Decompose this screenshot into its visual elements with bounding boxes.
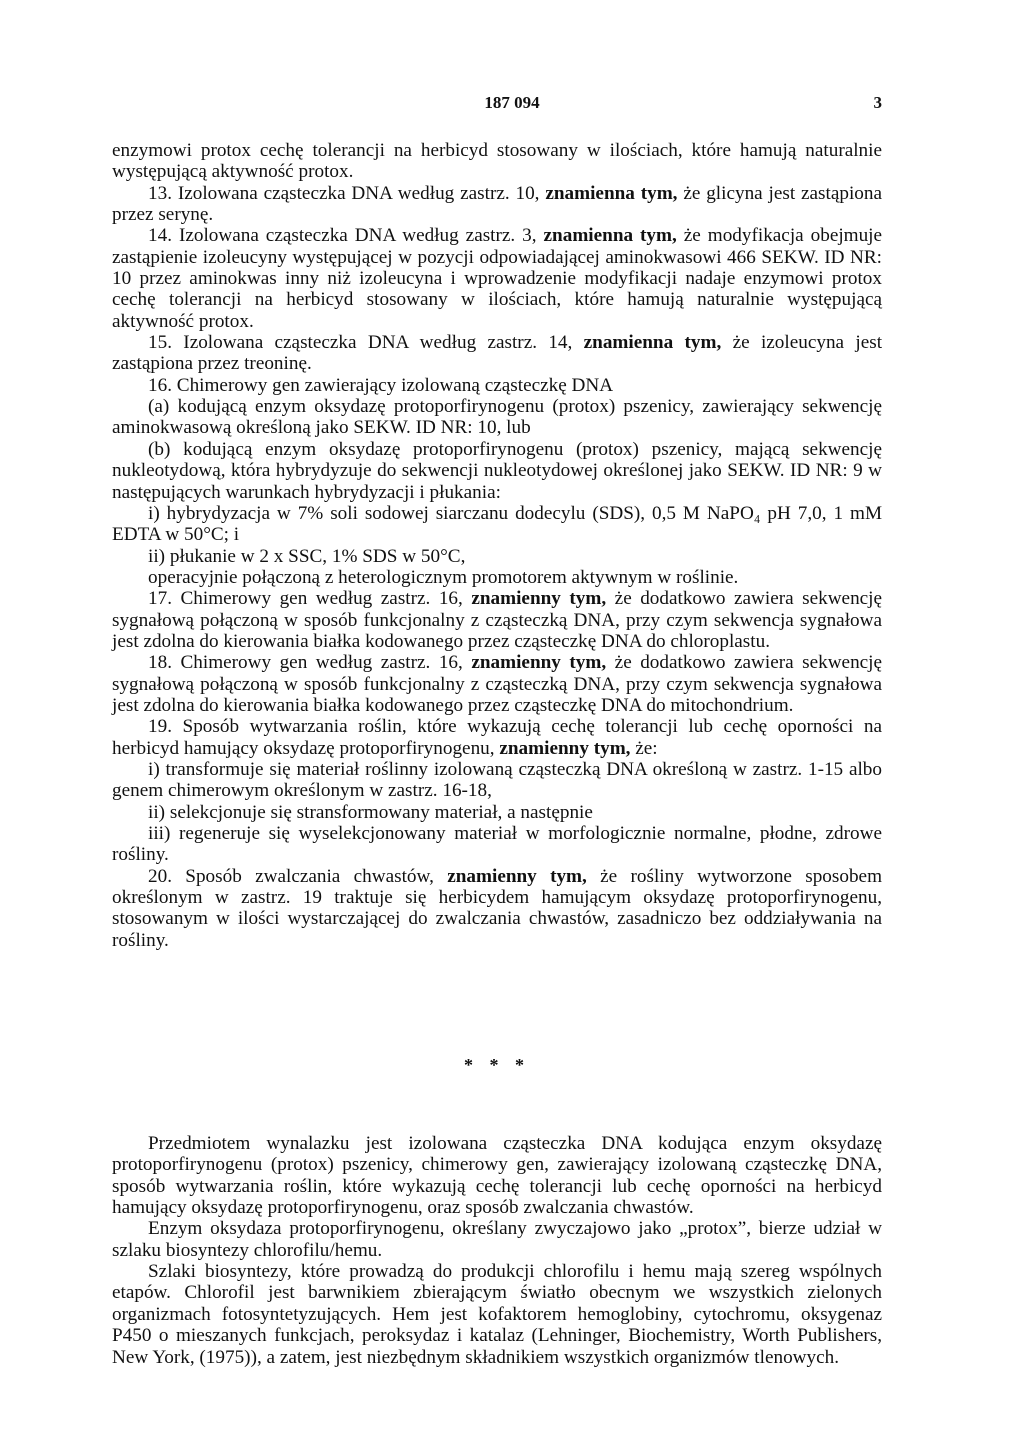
- claim-14: 14. Izolowana cząsteczka DNA według zastrz. 3, znamienna tym, że modyfikacja obejmuje zastąpienie izoleucyny występującej w pozycji odpowiadającej aminokwasowi 466 SEKW. ID NR: 10 przez aminokwas inny niż izoleucyna i wprowadzenie modyfikacji nadaje enzymowi protox cechę tolerancji na herbicyd stosowany w ilościach, które hamują naturalnie występującą aktywność protox.: [112, 225, 883, 332]
- claim-19-keyword: znamienny tym,: [499, 737, 631, 759]
- claim-20-keyword: znamienny tym,: [447, 865, 587, 887]
- claim-15-keyword: znamienna tym,: [583, 332, 722, 354]
- claim-16-option-b: (b) kodującą enzym oksydazę protoporfirynogenu (protox) pszenicy, mającą sekwencję nukleotydową, która hybrydyzuje do sekwencji nukleotydowej określonej jako SEKW. ID NR: 9 w następujących warunkach hybrydyzacji i płukania:: [112, 438, 882, 503]
- body-text: [112, 140, 882, 1368]
- claim-19-step-i: i) transformuje się materiał roślinny izolowaną cząsteczką DNA określoną w zastrz. 1-15 albo genem chimerowym określonym w zastrz. 16-18,: [112, 758, 882, 802]
- page-number: 3: [873, 93, 882, 112]
- claim-19-step-ii: ii) selekcjonuje się stransformowany materiał, a następnie: [148, 801, 593, 823]
- description-paragraph: Przedmiotem wynalazku jest izolowana cząsteczka DNA kodująca enzym oksydazę protoporfirynogenu (protox) pszenicy, chimerowy gen, zawierający izolowaną cząsteczkę DNA, sposób wytwarzania roślin, które wykazują cechę tolerancji lub cechę oporności na herbicyd hamujący oksydazę protoporfirynogenu, oraz sposób zwalczania chwastów.: [112, 1133, 882, 1219]
- claim-16-option-a: (a) kodującą enzym oksydazę protoporfirynogenu (protox) pszenicy, zawierający sekwencję aminokwasową określoną jako SEKW. ID NR: 10, lub: [112, 396, 882, 439]
- claims-section: [112, 140, 882, 951]
- claim-16-condition-ii: ii) płukanie w 2 x SSC, 1% SDS w 50°C,: [148, 545, 466, 567]
- claim-19-step-iii: iii) regeneruje się wyselekcjonowany materiał w morfologicznie normalne, płodne, zdrowe rośliny.: [112, 823, 882, 866]
- claim-19: 19. Sposób wytwarzania roślin, które wykazują cechę tolerancji lub cechę oporności na herbicyd hamujący oksydazę protoporfirynogenu, znamienny tym, że:: [112, 716, 882, 759]
- claim-20: 20. Sposób zwalczania chwastów, znamienny tym, że rośliny wytworzone sposobem określonym w zastrz. 19 traktuje się herbicydem hamującym oksydazę protoporfirynogenu, stosowanym w ilości wystarczającej do zwalczania chwastów, zasadniczo bez oddziaływania na rośliny.: [112, 865, 882, 951]
- description-paragraph: Szlaki biosyntezy, które prowadzą do produkcji chlorofilu i hemu mają szereg wspólnych etapów. Chlorofil jest barwnikiem zbierającym światło obecnym we wszystkich zielonych organizmach fotosyntetyzujących. Hem jest kofaktorem hemoglobiny, cytochromu, oksygenaz P450 o mieszanych funkcjach, peroksydaz i katalaz (Lehninger, Biochemistry, Worth Publishers, New York, (1975)), a zatem, jest niezbędnym składnikiem wszystkich organizmów tlenowych.: [112, 1261, 882, 1368]
- claim-16: 16. Chimerowy gen zawierający izolowaną cząsteczkę DNA: [148, 374, 614, 396]
- description-paragraph: Enzym oksydaza protoporfirynogenu, określany zwyczajowo jako „protox”, bierze udział w szlaku biosyntezy chlorofilu/hemu.: [112, 1218, 882, 1261]
- description-section: [112, 1133, 882, 1368]
- document-number: 187 094: [484, 93, 540, 112]
- claim-12-continuation: enzymowi protox cechę tolerancji na herbicyd stosowany w ilościach, które hamują naturalnie występującą aktywność protox.: [112, 140, 882, 183]
- page-header: [0, 93, 1024, 117]
- claim-13: 13. Izolowana cząsteczka DNA według zastrz. 10, znamienna tym, że glicyna jest zastąpiona przez serynę.: [112, 182, 882, 226]
- claim-15: 15. Izolowana cząsteczka DNA według zastrz. 14, znamienna tym, że izoleucyna jest zastąpiona przez treoninę.: [112, 332, 883, 375]
- claim-18-keyword: znamienny tym,: [471, 652, 607, 674]
- section-separator: * * *: [464, 1055, 530, 1076]
- claim-14-keyword: znamienna tym,: [543, 225, 677, 247]
- claim-13-keyword: znamienna tym,: [545, 182, 678, 204]
- claim-17: 17. Chimerowy gen według zastrz. 16, znamienny tym, że dodatkowo zawiera sekwencję sygnałową połączoną w sposób funkcjonalny z cząsteczką DNA, przy czym sekwencja sygnałowa jest zdolna do kierowania białka kodowanego przez cząsteczkę DNA do chloroplastu.: [112, 588, 883, 652]
- claim-17-keyword: znamienny tym,: [471, 588, 607, 610]
- claim-16-condition-i: i) hybrydyzacja w 7% soli sodowej siarczanu dodecylu (SDS), 0,5 M NaPO₄ pH 7,0, 1 mM EDTA w 50°C; i: [112, 502, 882, 546]
- claim-16-end: operacyjnie połączoną z heterologicznym promotorem aktywnym w roślinie.: [148, 566, 739, 588]
- claim-18: 18. Chimerowy gen według zastrz. 16, znamienny tym, że dodatkowo zawiera sekwencję sygnałową połączoną w sposób funkcjonalny z cząsteczką DNA, przy czym sekwencja sygnałowa jest zdolna do kierowania białka kodowanego przez cząsteczkę DNA do mitochondrium.: [112, 652, 883, 716]
